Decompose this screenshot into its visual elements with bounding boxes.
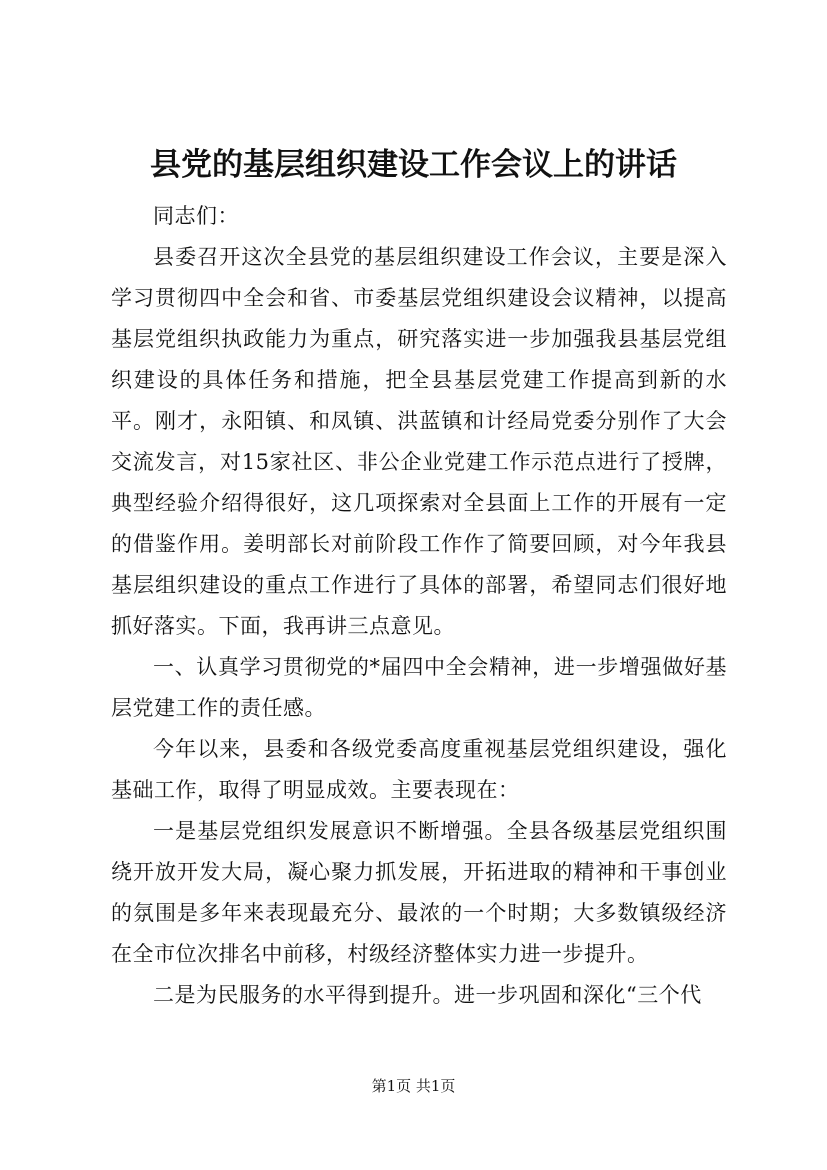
paragraph-point-two: 二是为民服务的水平得到提升。进一步巩固和深化“三个代 [153, 983, 702, 1007]
page-footer: 第1页 共1页 [371, 1077, 456, 1095]
paragraph-salutation: 同志们： [153, 204, 239, 228]
document-body [111, 196, 727, 1016]
paragraph-intro: 县委召开这次全县党的基层组织建设工作会议，主要是深入学习贯彻四中全会和省、市委基层党组织建设会议精神，以提高基层党组织执政能力为重点，研究落实进一步加强我县基层党组织建设的具体任务和措施，把全县基层党建工作提高到新的水平。刚才，永阳镇、和凤镇、洪蓝镇和计经局党委分别作了大会交流发言，对15家社区、非公企业党建工作示范点进行了授牌，典型经验介绍得很好，这几项探索对全县面上工作的开展有一定的借鉴作用。姜明部长对前阶段工作作了简要回顾，对今年我县基层组织建设的重点工作进行了具体的部署，希望同志们很好地抓好落实。下面，我再讲三点意见。 [111, 245, 727, 638]
paragraph-summary: 今年以来，县委和各级党委高度重视基层党组织建设，强化基础工作，取得了明显成效。主要表现在： [111, 737, 727, 802]
paragraph-point-one: 一是基层党组织发展意识不断增强。全县各级基层党组织围绕开放开发大局，凝心聚力抓发展，开拓进取的精神和干事创业的氛围是多年来表现最充分、最浓的一个时期；大多数镇级经济在全市位次排名中前移，村级经济整体实力进一步提升。 [111, 819, 727, 966]
document-title: 县党的基层组织建设工作会议上的讲话 [150, 147, 677, 183]
paragraph-section-one-heading: 一、认真学习贯彻党的*届四中全会精神，进一步增强做好基层党建工作的责任感。 [111, 655, 727, 720]
